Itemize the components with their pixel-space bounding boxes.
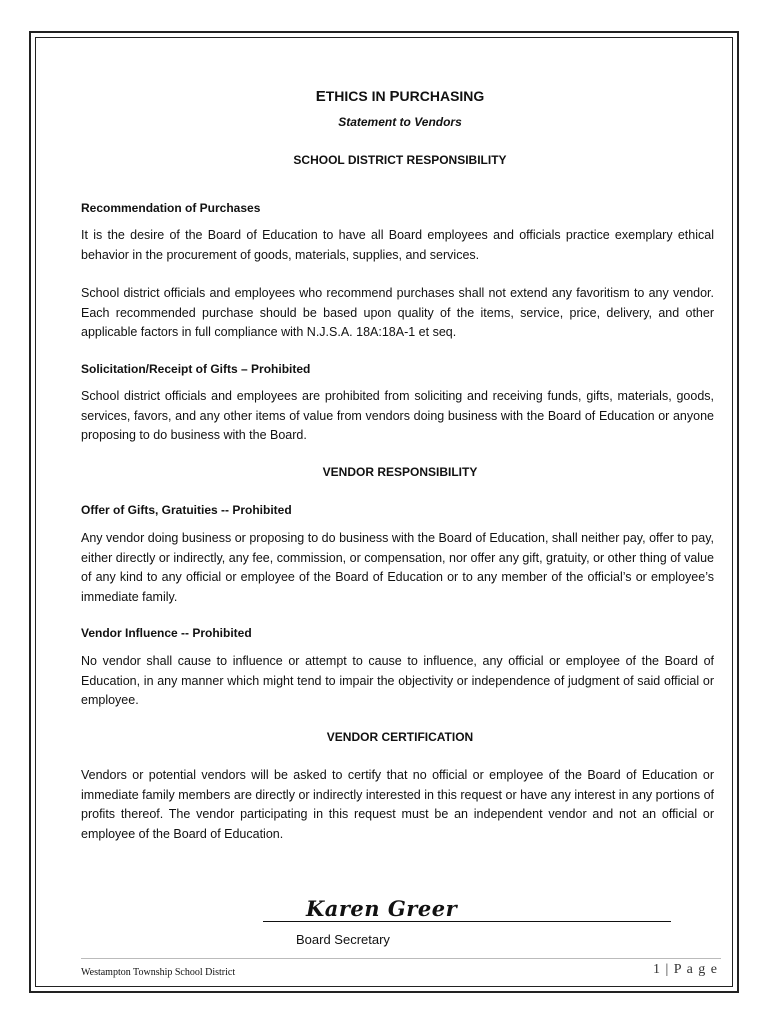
title-initial-1: E: [315, 88, 326, 105]
vendor-certification-heading: VENDOR CERTIFICATION: [326, 730, 474, 744]
offer-of-gifts-paragraph: Any vendor doing business or proposing to do business with the Board of Education, shall neither pay, offer to pay, either directly or indirectly, any fee, commission, or compensation, nor offer any gift, gratuity, or other thing of value of any kind to any official or employee of the Board of Education or to any member of the official’s or employee’s immediate family.: [81, 531, 714, 604]
title-part-1: THICS IN: [325, 88, 390, 104]
document-title: [0, 88, 770, 105]
vendor-influence-heading: Vendor Influence -- Prohibited: [81, 626, 252, 640]
document-subtitle: Statement to Vendors: [338, 115, 462, 129]
title-initial-2: P: [389, 88, 400, 105]
footer-district-name: Westampton Township School District: [81, 967, 236, 978]
footer-divider: [81, 958, 721, 959]
vendor-influence-paragraph: No vendor shall cause to influence or attempt to cause to influence, any official or employee of the Board of Education, in any manner which might tend to impair the objectivity or independence of judgment of said official or employee.: [81, 654, 714, 707]
gifts-paragraph: School district officials and employees are prohibited from soliciting and receiving funds, gifts, materials, goods, services, favors, and any other items of value from vendors doing business with the Board of Education or anyone proposing to do business with the Board.: [81, 389, 714, 442]
signature: Karen Greer: [306, 896, 458, 921]
recommendation-paragraph-2: School district officials and employees who recommend purchases shall not extend any favoritism to any vendor. Each recommended purchase should be based upon quality of the items, service, price, delivery, and other applicable factors in full compliance with N.J.S.A. 18A:18A-1 et seq.: [81, 286, 714, 339]
recommendation-heading: Recommendation of Purchases: [81, 201, 261, 215]
gifts-heading: Solicitation/Receipt of Gifts – Prohibited: [81, 362, 311, 376]
footer-page-number: 1 | P a g e: [653, 962, 718, 977]
signature-title: Board Secretary: [296, 932, 390, 947]
signature-line: [263, 921, 671, 922]
district-responsibility-heading: SCHOOL DISTRICT RESPONSIBILITY: [293, 153, 507, 167]
recommendation-paragraph-1: It is the desire of the Board of Education to have all Board employees and officials practice exemplary ethical behavior in the procurement of goods, materials, supplies, and services.: [81, 228, 714, 262]
title-part-2: URCHASING: [399, 88, 485, 104]
vendor-responsibility-heading: VENDOR RESPONSIBILITY: [322, 465, 478, 479]
vendor-certification-paragraph: Vendors or potential vendors will be asked to certify that no official or employee of the Board of Education or immediate family members are directly or indirectly interested in this request or have any interest in any portions of profits thereof. The vendor participating in this request must be an independent vendor and not an official or employee of the Board of Education.: [81, 768, 714, 841]
offer-of-gifts-heading: Offer of Gifts, Gratuities -- Prohibited: [81, 503, 292, 517]
